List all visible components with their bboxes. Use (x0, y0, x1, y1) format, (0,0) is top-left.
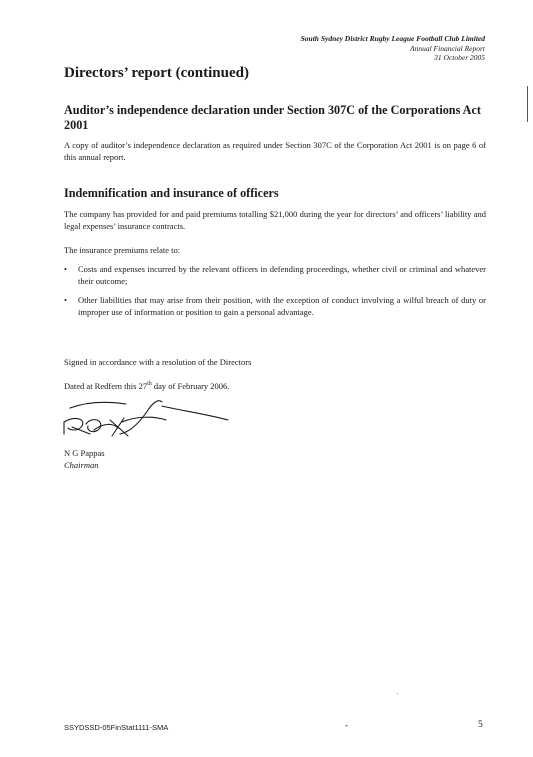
signing-date: Dated at Redfern this 27th day of February 2006. (64, 381, 230, 391)
auditor-section-text: A copy of auditor’s independence declaration as required under Section 307C of the Corporation Act 2001 is on page 6 of this annual report. (64, 140, 486, 163)
page-number: 5 (478, 720, 483, 730)
indemnification-section-text: The company has provided for and paid premiums totalling $21,000 during the year for directors’ and officers’ liability and legal expenses’ insurance contracts. (64, 209, 486, 232)
auditor-section-heading: Auditor’s independence declaration under Section 307C of the Corporations Act 2001 (64, 103, 481, 132)
header-date: 31 October 2005 (434, 53, 485, 63)
bullet-icon: • (64, 294, 67, 305)
header-report-title: Annual Financial Report (410, 43, 485, 53)
list-item: • Costs and expenses incurred by the relevant officers in defending proceedings, whether civil or criminal and whatever their outcome; (64, 264, 486, 287)
margin-mark (527, 86, 528, 122)
list-item: • Other liabilities that may arise from their position, with the exception of conduct involving a wilful breach of duty or improper use of information or position to gain a personal advantage. (64, 294, 486, 318)
signature-image (58, 396, 233, 446)
signatory-role: Chairman (64, 460, 99, 470)
bullet-icon: • (64, 264, 67, 274)
signing-resolution: Signed in accordance with a resolution of the Directors (64, 357, 252, 367)
running-header (301, 34, 485, 63)
footer-dash: - (345, 720, 348, 730)
header-company: South Sydney District Rugby League Football Club Limited (300, 34, 485, 43)
premiums-intro: The insurance premiums relate to: (64, 245, 181, 255)
scan-speck (397, 693, 398, 694)
footer-document-reference: SSYDSSD-05FinStat1111-SMA (64, 723, 169, 732)
premiums-list (64, 263, 486, 325)
indemnification-section-heading: Indemnification and insurance of officers (64, 186, 279, 200)
page-title: Directors’ report (continued) (64, 65, 249, 81)
signatory-name: N G Pappas (64, 448, 105, 458)
